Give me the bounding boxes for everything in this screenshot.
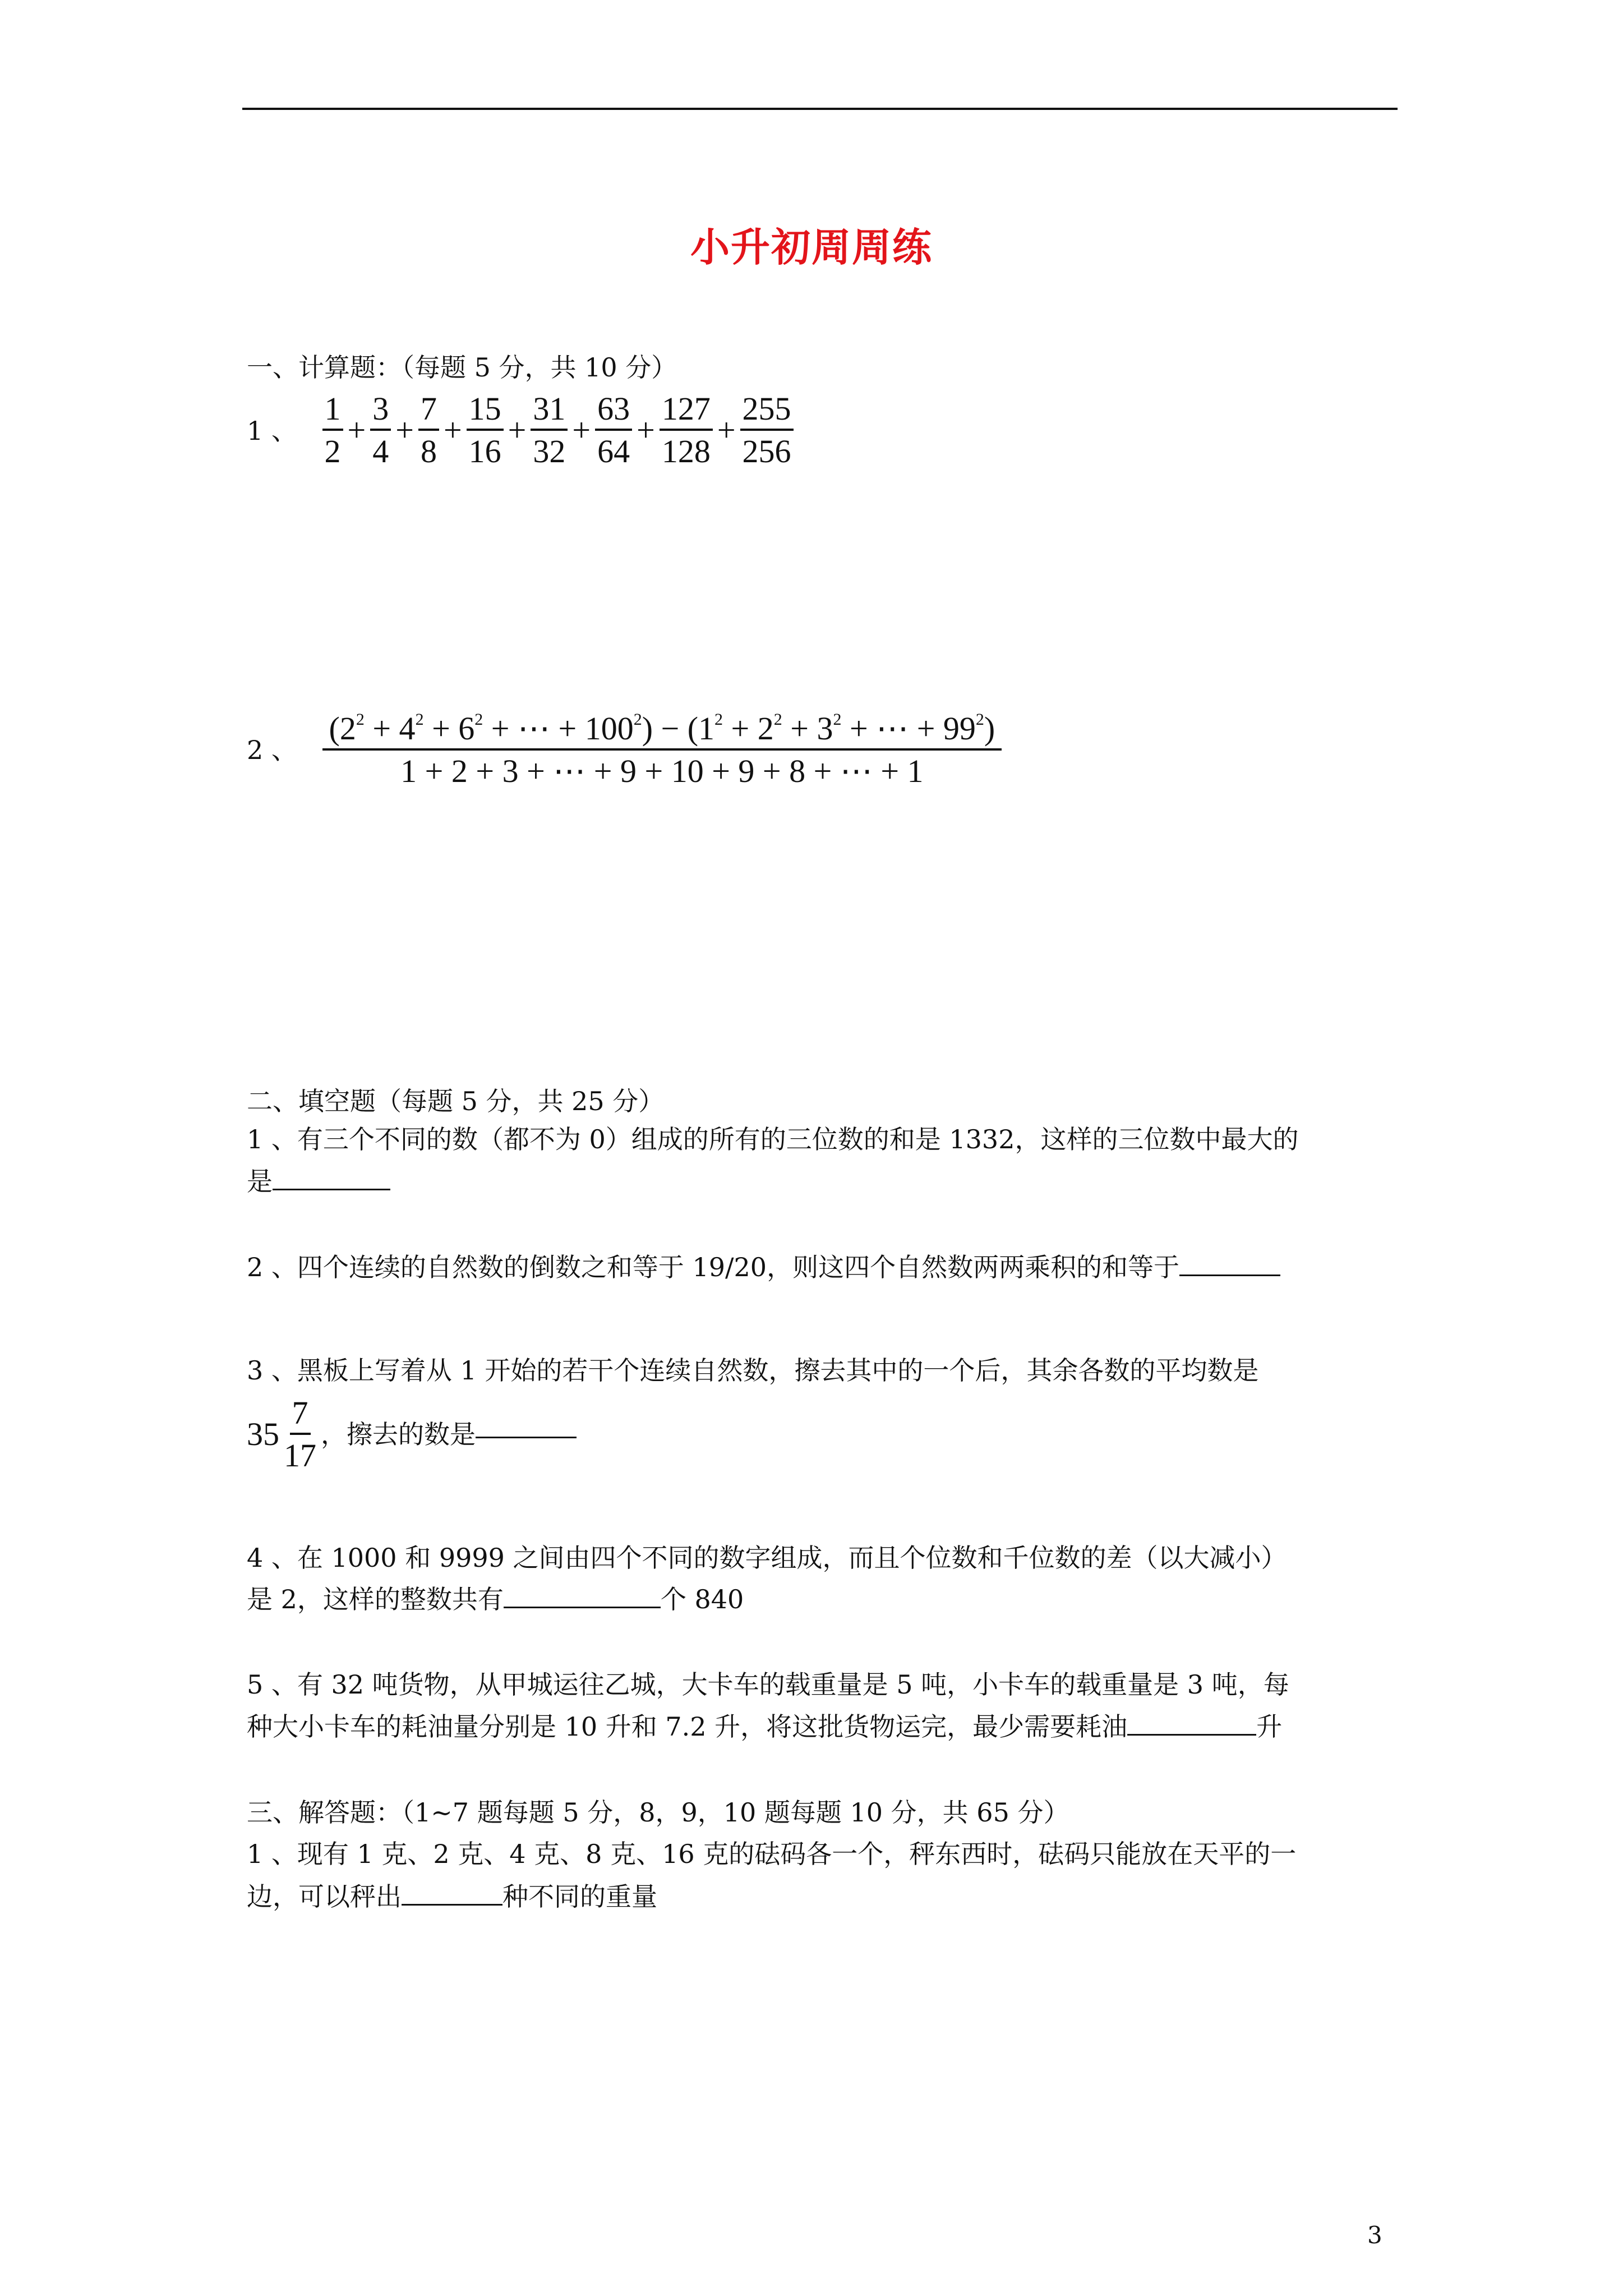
s2-q4-suffix: 个 840 bbox=[660, 1584, 744, 1614]
section1-q1 bbox=[247, 390, 796, 470]
fraction-term bbox=[418, 390, 439, 470]
fraction-denominator: 64 bbox=[597, 433, 630, 470]
fraction-term bbox=[322, 390, 343, 470]
s3-q1-prefix: 边，可以秤出 bbox=[247, 1881, 402, 1912]
s2-q3-tail: ，擦去的数是 bbox=[321, 1419, 476, 1450]
plus-operator: + bbox=[508, 412, 527, 448]
fraction-term bbox=[660, 390, 713, 470]
mixed-num: 7 bbox=[290, 1397, 311, 1435]
fraction-denominator: 16 bbox=[468, 433, 501, 470]
answer-blank[interactable] bbox=[476, 1431, 577, 1438]
answer-blank[interactable] bbox=[1179, 1269, 1280, 1276]
q2-numerator: ($2^2 + 4^2 + 6^2$ + ⋯ + $100^2) - (1^2 + 2^2 + 3^2$ + ⋯ + $99^2$) bbox=[322, 712, 1002, 751]
s3-q1-line1: 1 、现有 1 克、2 克、4 克、8 克、16 克的砝码各一个，秤东西时，砝码只能放在天平的一 bbox=[247, 1839, 1297, 1869]
fraction-term bbox=[595, 390, 632, 470]
answer-blank[interactable] bbox=[504, 1601, 661, 1608]
fraction-numerator: 63 bbox=[595, 393, 632, 431]
fraction-term bbox=[467, 390, 504, 470]
fraction-term bbox=[370, 390, 391, 470]
section1-heading: 一、计算题：（每题 5 分，共 10 分） bbox=[247, 352, 677, 383]
s2-q4-line2 bbox=[247, 1586, 744, 1612]
plus-operator: + bbox=[395, 412, 414, 448]
q2-fraction bbox=[322, 712, 1002, 788]
mixed-whole: 35 bbox=[247, 1416, 279, 1452]
fraction-denominator: 8 bbox=[420, 433, 437, 470]
s2-q2-text: 2 、四个连续的自然数的倒数之和等于 19/20，则这四个自然数两两乘积的和等于 bbox=[247, 1252, 1180, 1282]
s2-q1-prefix: 是 bbox=[247, 1166, 273, 1197]
fraction-denominator: 2 bbox=[324, 433, 341, 470]
s3-q1-line2 bbox=[247, 1881, 657, 1912]
mixed-den: 17 bbox=[284, 1437, 316, 1474]
page-title: 小升初周周练 bbox=[690, 224, 933, 270]
fraction-denominator: 256 bbox=[742, 433, 791, 470]
s2-q5-line1: 5 、有 32 吨货物，从甲城运往乙城，大卡车的载重量是 5 吨，小卡车的载重量是 3 吨，每 bbox=[247, 1669, 1289, 1700]
plus-operator: + bbox=[717, 412, 736, 448]
s2-q5-line2 bbox=[247, 1711, 1283, 1742]
s2-q1-line1: 1 、有三个不同的数（都不为 0）组成的所有的三位数的和是 1332，这样的三位数中最大的 bbox=[247, 1124, 1299, 1154]
header-rule bbox=[242, 108, 1398, 110]
mixed-fraction bbox=[282, 1397, 319, 1472]
fraction-denominator: 32 bbox=[533, 433, 566, 470]
s3-q1-suffix: 种不同的重量 bbox=[502, 1881, 657, 1912]
answer-blank[interactable] bbox=[273, 1183, 390, 1190]
fraction-denominator: 4 bbox=[372, 433, 389, 470]
s2-q5-suffix: 升 bbox=[1256, 1711, 1283, 1742]
answer-blank[interactable] bbox=[402, 1898, 502, 1906]
s2-q4-prefix: 是 2，这样的整数共有 bbox=[247, 1584, 504, 1614]
section1-q2 bbox=[247, 712, 1004, 788]
q2-denominator: 1 + 2 + 3 + ⋯ + 9 + 10 + 9 + 8 + ⋯ + 1 bbox=[400, 753, 924, 789]
fraction-denominator: 128 bbox=[661, 433, 711, 470]
fraction-numerator: 31 bbox=[531, 393, 568, 431]
answer-blank[interactable] bbox=[1127, 1728, 1256, 1736]
plus-operator: + bbox=[443, 412, 462, 448]
fraction-numerator: 255 bbox=[740, 393, 794, 431]
fraction-term bbox=[740, 390, 794, 470]
fraction-numerator: 7 bbox=[418, 393, 439, 431]
plus-operator: + bbox=[572, 412, 591, 448]
s2-q1-line2 bbox=[247, 1166, 390, 1197]
q1-expression bbox=[320, 390, 796, 470]
section2-heading: 二、填空题（每题 5 分，共 25 分） bbox=[247, 1086, 665, 1116]
fraction-term bbox=[531, 390, 568, 470]
plus-operator: + bbox=[347, 412, 366, 448]
fraction-numerator: 3 bbox=[370, 393, 391, 431]
s2-q5-prefix: 种大小卡车的耗油量分别是 10 升和 7.2 升，将这批货物运完，最少需要耗油 bbox=[247, 1711, 1128, 1742]
q1-index: 1 、 bbox=[247, 416, 297, 447]
s2-q3-line2 bbox=[247, 1397, 577, 1472]
fraction-numerator: 1 bbox=[322, 393, 343, 431]
fraction-numerator: 15 bbox=[467, 393, 504, 431]
fraction-numerator: 127 bbox=[660, 393, 713, 431]
plus-operator: + bbox=[637, 412, 655, 448]
s2-q4-line1: 4 、在 1000 和 9999 之间由四个不同的数字组成，而且个位数和千位数的差（以大减小） bbox=[247, 1543, 1287, 1573]
page-number: 3 bbox=[1367, 2221, 1382, 2249]
s2-q2 bbox=[247, 1254, 1280, 1280]
s2-q3-line1: 3 、黑板上写着从 1 开始的若干个连续自然数，擦去其中的一个后，其余各数的平均数是 bbox=[247, 1355, 1259, 1386]
section3-heading: 三、解答题：（1~7 题每题 5 分，8，9，10 题每题 10 分，共 65 分） bbox=[247, 1797, 1069, 1828]
q2-index: 2 、 bbox=[247, 735, 297, 765]
